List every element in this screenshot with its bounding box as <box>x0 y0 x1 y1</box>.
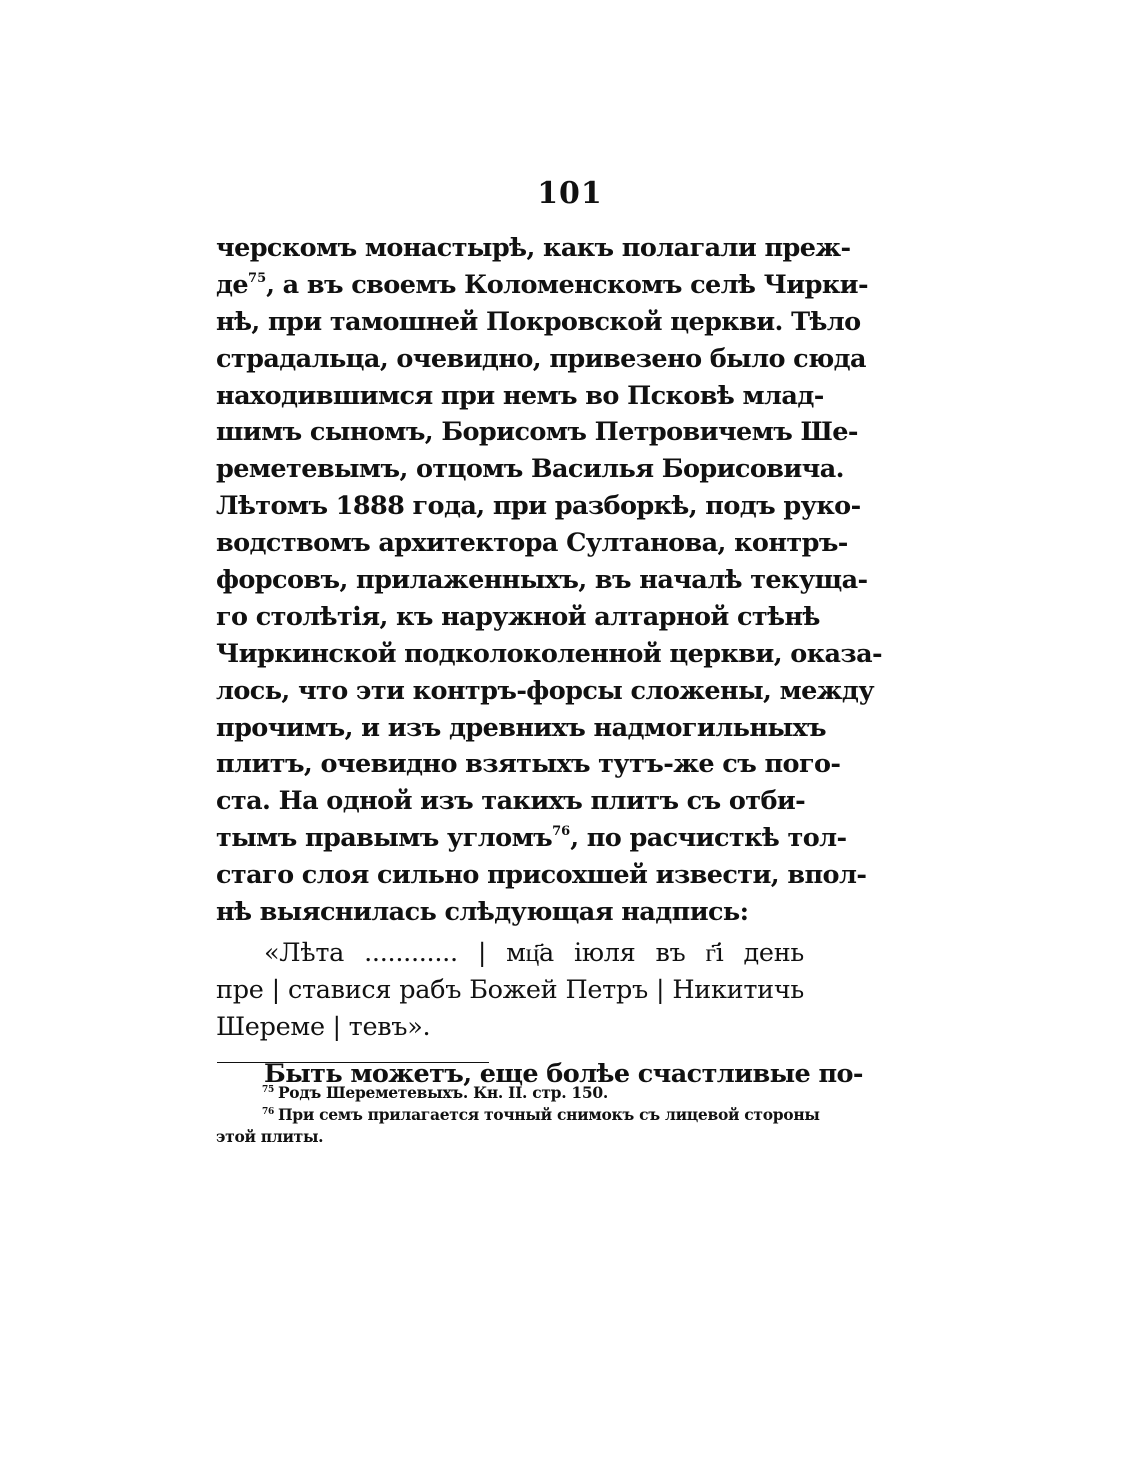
text-line: ста. На одной изъ такихъ плитъ съ отби- <box>216 786 806 817</box>
inscription-line: «Лѣта ............ | мц҃а іюля въ г҃і день <box>264 937 804 968</box>
inscription-quote <box>216 935 804 1046</box>
footnote-line: $^{75}$ Родъ Шереметевыхъ. Кн. II. стр. 150. <box>262 1083 608 1102</box>
text-line: форсовъ, прилаженныхъ, въ началѣ текуща- <box>216 565 868 596</box>
text-line: находившимся при немъ во Псковѣ млад- <box>216 380 824 411</box>
footnote-separator <box>217 1062 489 1063</box>
text-line: тымъ правымъ угломъ$^{76}$, по расчисткѣ тол- <box>216 823 847 854</box>
text-line: плитъ, очевидно взятыхъ тутъ-же съ пого- <box>216 749 841 780</box>
text-line: лось, что эти контръ-форсы сложены, между <box>216 675 875 706</box>
text-line: страдальца, очевидно, привезено было сюда <box>216 343 866 374</box>
footnote-marker: 76 <box>552 824 571 840</box>
footnote-number: 75 <box>262 1085 274 1095</box>
text-line: шимъ сыномъ, Борисомъ Петровичемъ Ше- <box>216 417 858 448</box>
footnotes <box>216 1082 820 1148</box>
text-line: Лѣтомъ 1888 года, при разборкѣ, подъ руко- <box>216 491 861 522</box>
text-line: стаго слоя сильно присохшей извести, впол- <box>216 860 867 891</box>
inscription-line: пре | ставися рабъ Божей Петръ | Никитичь <box>216 974 804 1005</box>
text-line: нѣ выяснилась слѣдующая надпись: <box>216 897 749 928</box>
inscription-line: Шереме | тевъ». <box>216 1011 431 1042</box>
body-text <box>216 230 883 1092</box>
footnote-marker: 75 <box>248 270 267 286</box>
footnote-line: $^{76}$ При семъ прилагается точный снимокъ съ лицевой стороны <box>262 1105 820 1124</box>
text-line: де$^{75}$, а въ своемъ Коломенскомъ селѣ Чирки- <box>216 269 868 300</box>
text-line: Чиркинской подколоколенной церкви, оказа- <box>216 638 883 669</box>
text-line: нѣ, при тамошней Покровской церкви. Тѣло <box>216 306 861 337</box>
page-number: 101 <box>537 176 603 211</box>
text-line: реметевымъ, отцомъ Василья Борисовича. <box>216 454 844 485</box>
text-line: прочимъ, и изъ древнихъ надмогильныхъ <box>216 712 826 743</box>
main-paragraph <box>216 230 883 931</box>
footnote-number: 76 <box>262 1107 274 1117</box>
text-line: го столѣтія, къ наружной алтарной стѣнѣ <box>216 601 820 632</box>
footnote-line: этой плиты. <box>216 1127 324 1146</box>
text-line: водствомъ архитектора Султанова, контръ- <box>216 528 848 559</box>
next-paragraph-line: Быть можетъ, еще болѣе счастливые по- <box>264 1058 863 1089</box>
text-line: черскомъ монастырѣ, какъ полагали преж- <box>216 233 851 263</box>
